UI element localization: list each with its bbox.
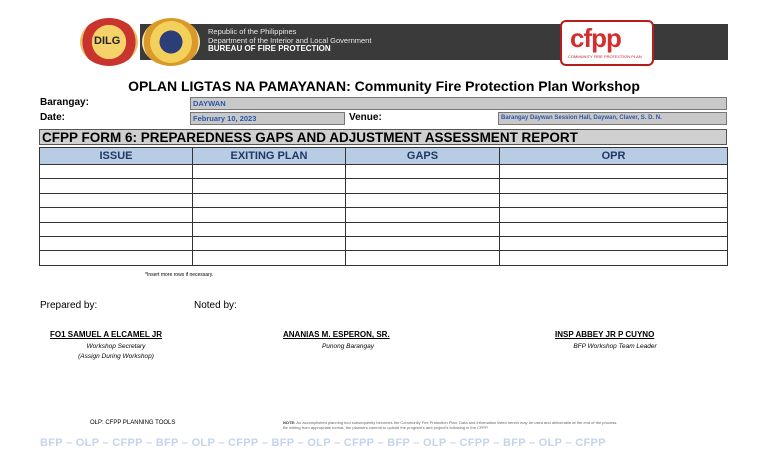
table-cell[interactable] — [346, 251, 500, 265]
signatory-1 — [50, 330, 182, 360]
table-cell[interactable] — [500, 165, 728, 179]
table-cell[interactable] — [193, 208, 346, 222]
bfp-seal-logo — [142, 18, 200, 66]
gaps-table — [39, 147, 728, 266]
table-cell[interactable] — [500, 251, 728, 265]
footer-watermark: BFP – OLP – CFPP – BFP – OLP – CFPP – BFP – OLP – CFPP – BFP – OLP – CFPP – BFP – OLP – CFPP — [40, 437, 606, 449]
table-cell[interactable] — [500, 193, 728, 207]
prepared-by-label: Prepared by: — [40, 300, 98, 311]
table-row — [40, 208, 728, 222]
col-header-gaps: GAPS — [346, 148, 500, 165]
document-title: OPLAN LIGTAS NA PAMAYANAN: Community Fire Protection Plan Workshop — [128, 78, 640, 94]
table-cell[interactable] — [193, 193, 346, 207]
barangay-field[interactable]: DAYWAN — [190, 97, 727, 110]
dilg-logo: DILG — [80, 18, 138, 66]
signatory-3-role: BFP Workshop Team Leader — [573, 343, 657, 350]
table-cell[interactable] — [40, 251, 193, 265]
table-cell[interactable] — [346, 236, 500, 250]
table-row — [40, 165, 728, 179]
table-cell[interactable] — [193, 222, 346, 236]
header-line-1: Republic of the Philippines — [208, 27, 297, 36]
venue-label: Venue: — [349, 112, 382, 123]
table-cell[interactable] — [500, 236, 728, 250]
table-cell[interactable] — [193, 236, 346, 250]
table-cell[interactable] — [40, 222, 193, 236]
table-cell[interactable] — [500, 208, 728, 222]
table-cell[interactable] — [40, 165, 193, 179]
table-row — [40, 222, 728, 236]
table-row — [40, 193, 728, 207]
table-row — [40, 179, 728, 193]
table-cell[interactable] — [40, 208, 193, 222]
signatory-1-name: FO1 SAMUEL A ELCAMEL JR — [50, 330, 163, 339]
table-row — [40, 251, 728, 265]
header-text — [208, 28, 371, 54]
table-cell[interactable] — [193, 251, 346, 265]
table-cell[interactable] — [500, 222, 728, 236]
signatory-1-role: Workshop Secretary — [86, 343, 146, 350]
table-cell[interactable] — [346, 208, 500, 222]
table-cell[interactable] — [40, 179, 193, 193]
signatory-2-role: Punong Barangay — [321, 343, 375, 350]
footer-note: NOTE: An accomplished planning tool subsequently becomes the Community Fire Protection Plan. Data and information listed herein may be used and deliverable at the end of the process. Be writing from appropriate format, the planners commit to uphold the program's and project's following in the CFPP. — [283, 420, 618, 430]
signatory-2-name: ANANIAS M. ESPERON, SR. — [283, 330, 390, 339]
table-row — [40, 236, 728, 250]
barangay-label: Barangay: — [40, 97, 89, 108]
footer-left-text: OLP: CFPP PLANNING TOOLS — [90, 420, 176, 426]
noted-by-label: Noted by: — [194, 300, 237, 311]
table-cell[interactable] — [193, 179, 346, 193]
col-header-opr: OPR — [500, 148, 728, 165]
form-title: CFPP FORM 6: PREPAREDNESS GAPS AND ADJUSTMENT ASSESSMENT REPORT — [39, 129, 727, 145]
table-cell[interactable] — [40, 193, 193, 207]
signatory-3 — [555, 330, 675, 350]
table-header-row — [40, 148, 728, 165]
table-cell[interactable] — [346, 165, 500, 179]
table-cell[interactable] — [193, 165, 346, 179]
col-header-issue: ISSUE — [40, 148, 193, 165]
header-line-2: Department of the Interior and Local Government — [208, 35, 372, 45]
date-field[interactable]: February 10, 2023 — [190, 112, 345, 125]
cfpp-logo: cfpp COMMUNITY FIRE PROTECTION PLAN — [560, 20, 654, 66]
date-label: Date: — [40, 112, 66, 123]
table-cell[interactable] — [40, 236, 193, 250]
col-header-existing-plan: EXITING PLAN — [193, 148, 346, 165]
venue-field[interactable]: Barangay Daywan Session Hall, Daywan, Claver, S. D. N. — [498, 112, 727, 125]
table-cell[interactable] — [500, 179, 728, 193]
signatory-3-name: INSP ABBEY JR P CUYNO — [555, 330, 655, 339]
table-cell[interactable] — [346, 179, 500, 193]
signatory-1-role-note: (Assign During Workshop) — [78, 353, 154, 360]
table-cell[interactable] — [346, 193, 500, 207]
table-note: *Insert more rows if necessary. — [145, 272, 214, 278]
table-cell[interactable] — [346, 222, 500, 236]
header-line-3: BUREAU OF FIRE PROTECTION — [208, 44, 331, 53]
signatory-2 — [283, 330, 413, 350]
